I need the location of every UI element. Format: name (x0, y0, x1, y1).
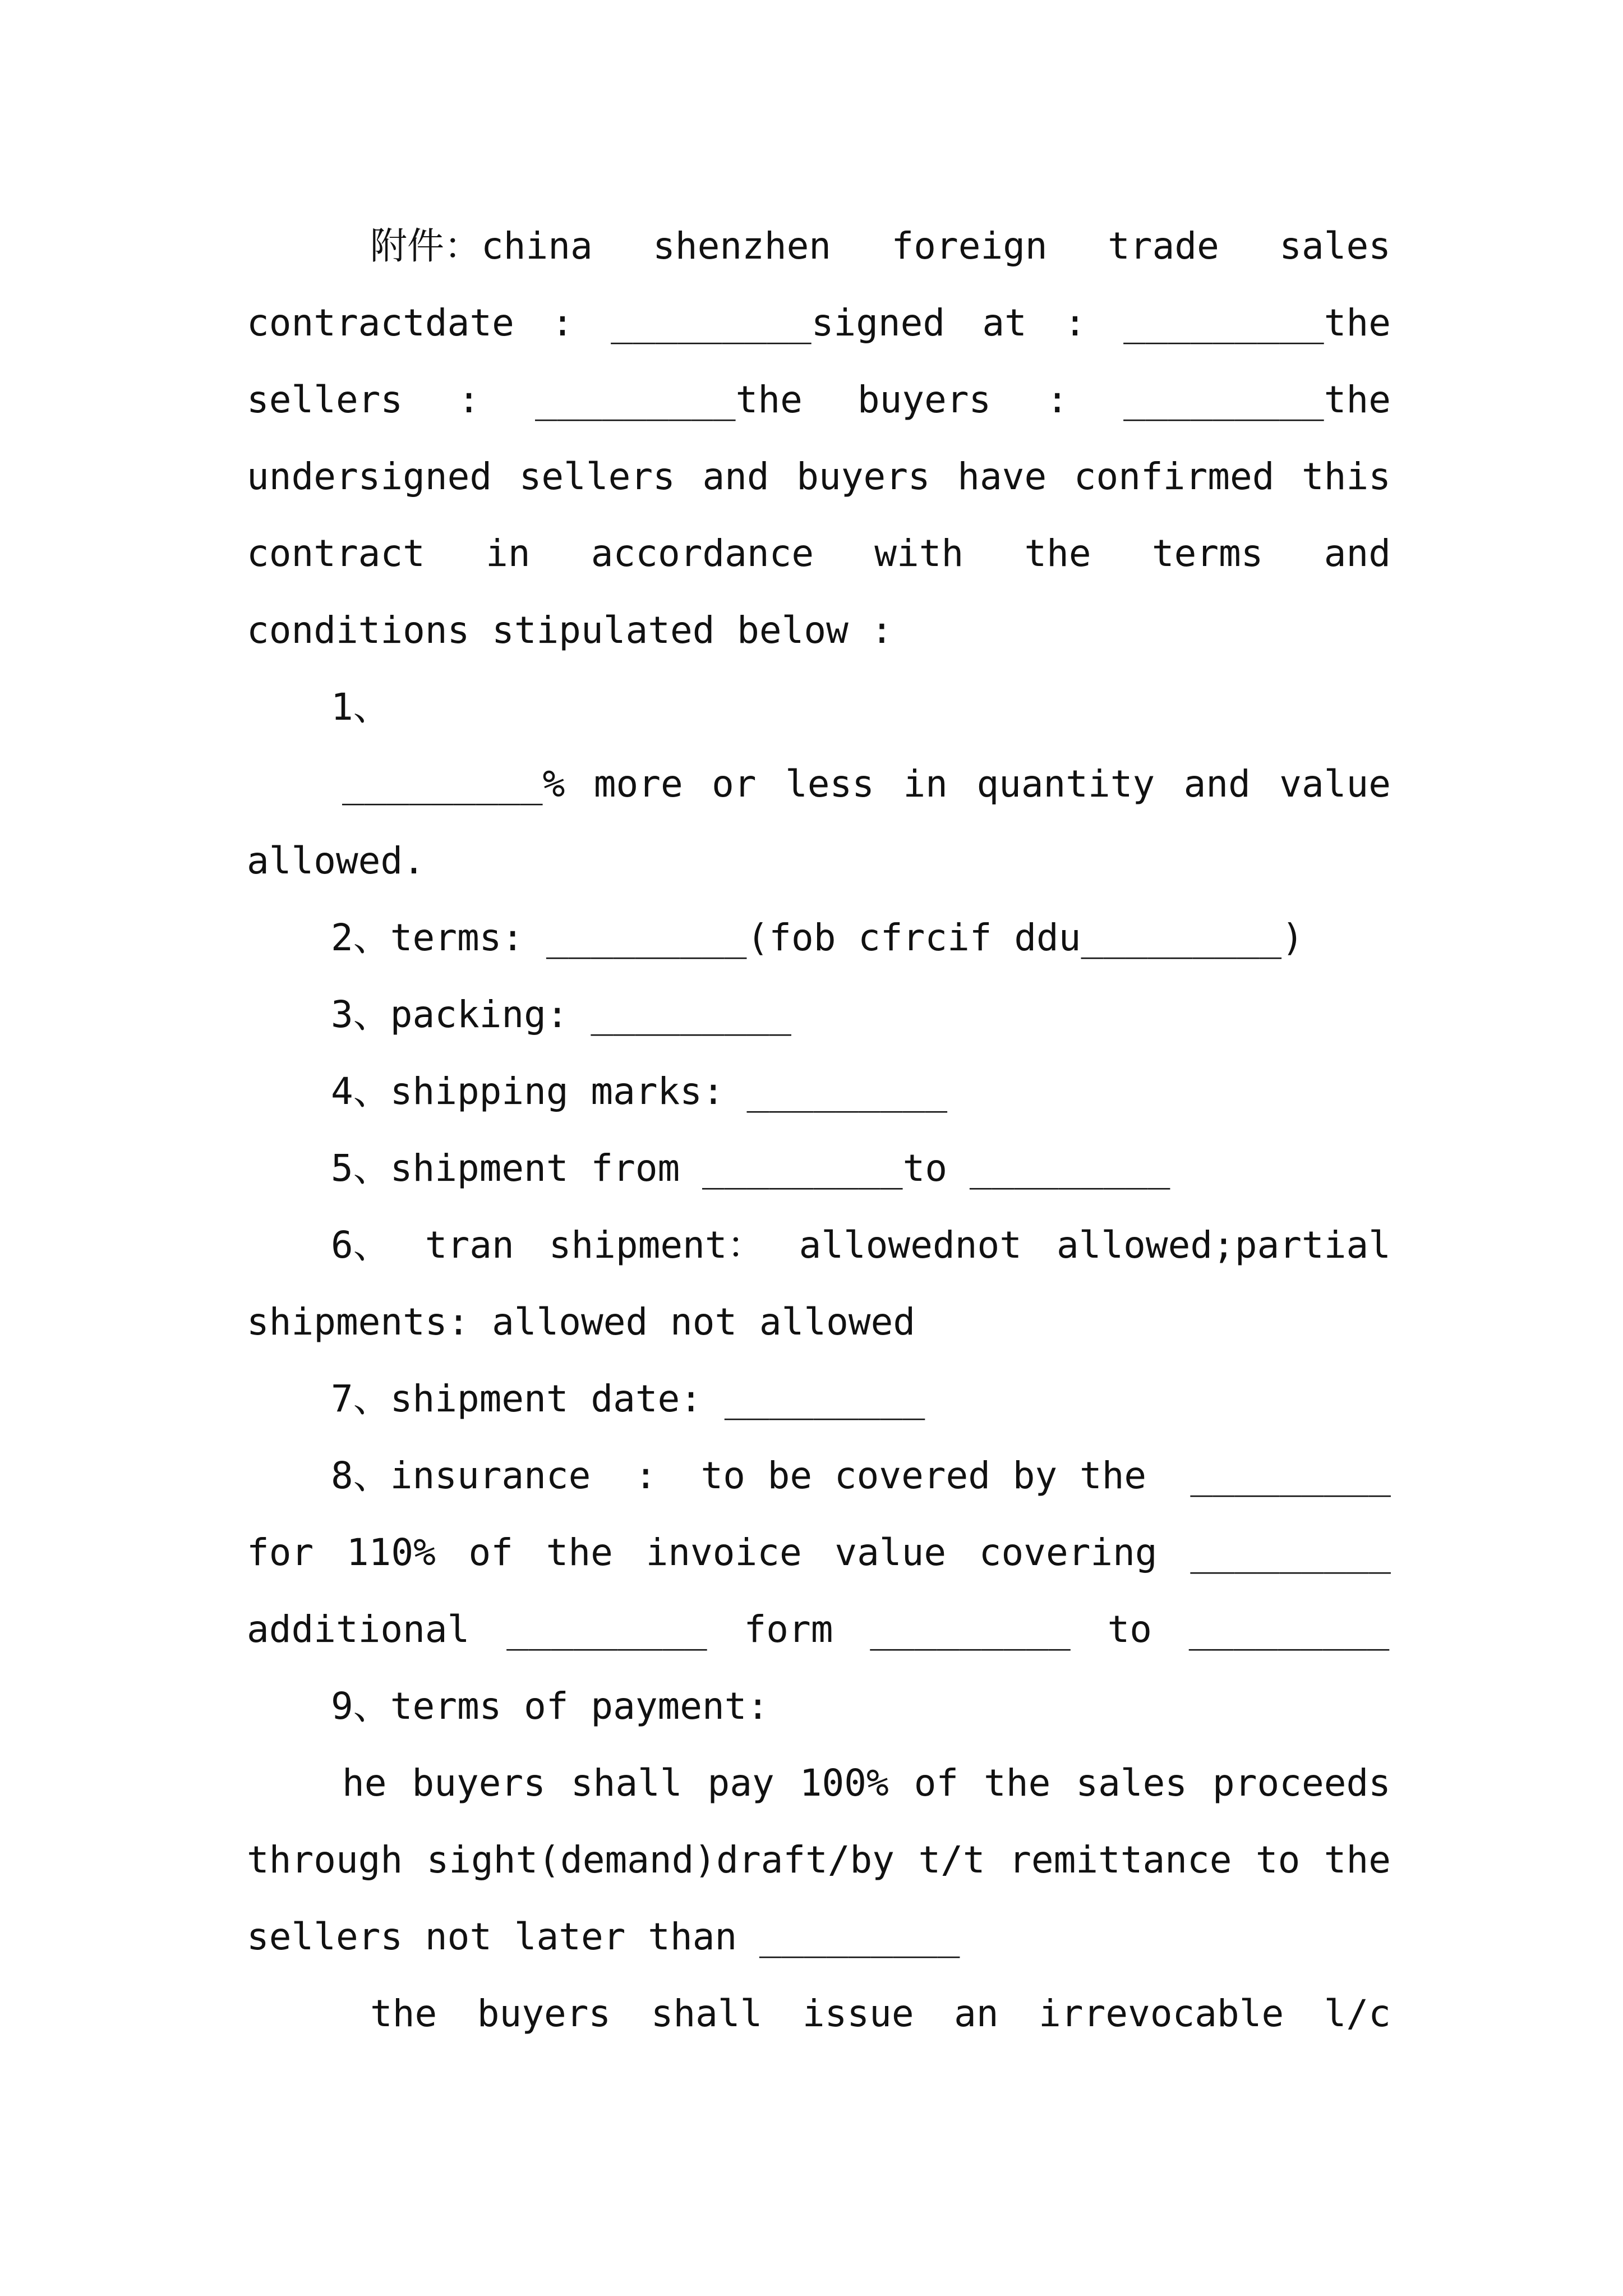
clause-2-terms: 2、terms: _________(fob cfrcif ddu_________) (331, 916, 1304, 959)
clause-3-packing: 3、packing: _________ (331, 993, 791, 1036)
clause-7-shipment-date: 7、shipment date: _________ (331, 1377, 925, 1420)
line-3: sellers : _________the buyers : _________the (247, 378, 1391, 421)
line-22: through sight(demand)draft/by t/t remittance to the (247, 1838, 1391, 1881)
line-2: contractdate : _________signed at : _________the (247, 301, 1391, 344)
line-15: shipments: allowed not allowed (247, 1300, 916, 1343)
clause-1-heading: 1、 (331, 685, 390, 729)
line-24: the buyers shall issue an irrevocable l/c (370, 1992, 1391, 2035)
clause-9-payment: 9、terms of payment: (331, 1685, 769, 1728)
line-23: sellers not later than _________ (247, 1915, 960, 1958)
line-21: he buyers shall pay 100% of the sales proceeds (342, 1761, 1391, 1805)
contract-page (247, 208, 1391, 2052)
line-19: additional _________ form _________ to _________ (247, 1608, 1390, 1651)
clause-6-transhipment: 6、 tran shipment： allowednot allowed;partial (331, 1223, 1391, 1267)
line-9: allowed. (247, 839, 425, 882)
line-8: _________% more or less in quantity and value (342, 762, 1391, 806)
clause-5-shipment: 5、shipment from _________to _________ (331, 1147, 1170, 1190)
line-5: contract in accordance with the terms and (247, 532, 1391, 575)
line-6: conditions stipulated below : (247, 609, 893, 652)
clause-8-insurance: 8、insurance : to be covered by the _________ (331, 1454, 1391, 1497)
clause-4-shipping-marks: 4、shipping marks: _________ (331, 1070, 948, 1113)
line-4: undersigned sellers and buyers have confirmed this (247, 455, 1391, 498)
line-1: 附件：china shenzhen foreign trade sales (370, 224, 1391, 268)
line-18: for 110% of the invoice value covering _________ (247, 1531, 1391, 1574)
